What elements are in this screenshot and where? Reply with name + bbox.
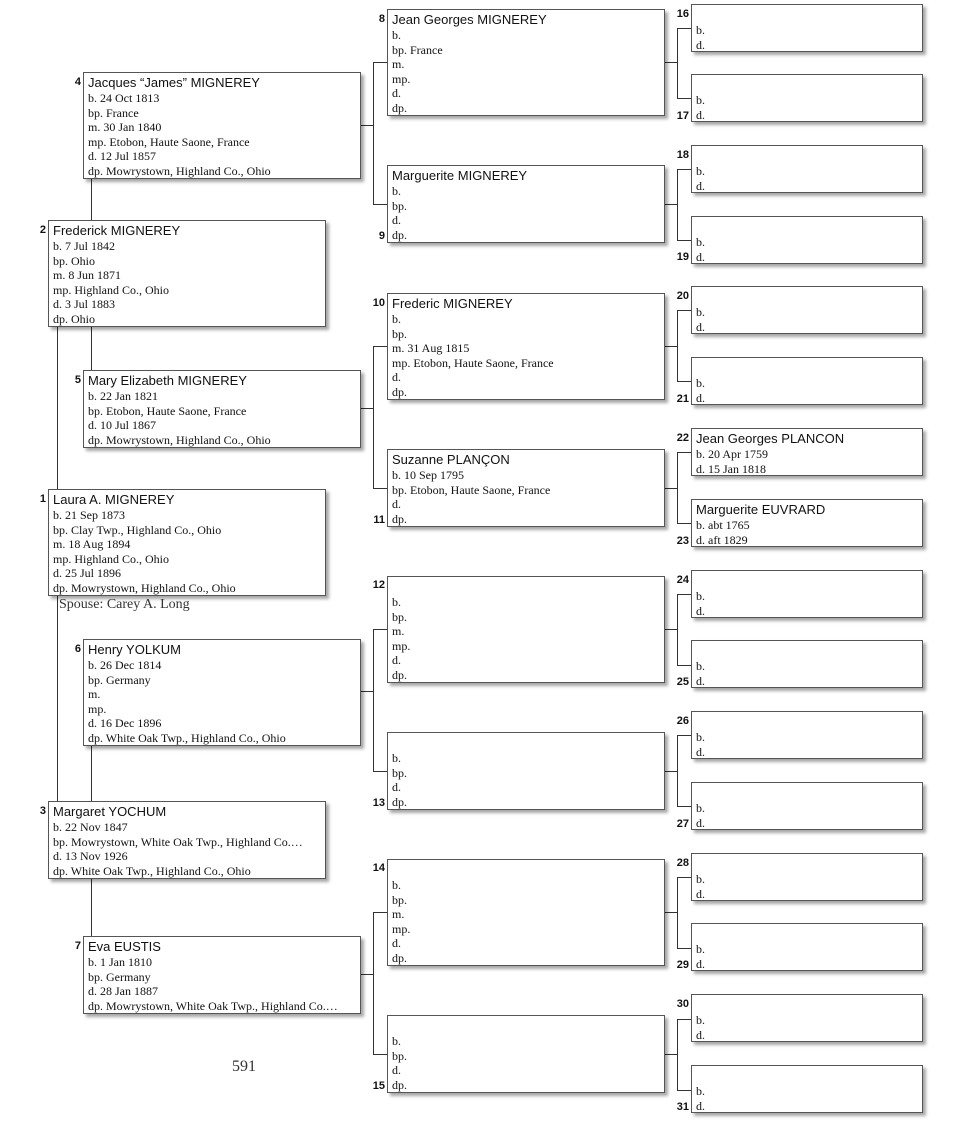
person-box-18[interactable] [691, 145, 923, 193]
death-date: d. aft 1829 [696, 532, 748, 547]
connector-line [677, 169, 691, 170]
person-number: 16 [676, 8, 689, 20]
person-number: 25 [676, 676, 689, 688]
connector-line [373, 629, 387, 630]
person-number: 8 [378, 13, 385, 25]
person-number: 11 [373, 514, 385, 526]
marriage-place: mp. [392, 71, 411, 86]
person-name [696, 856, 922, 872]
connector-line [664, 488, 677, 489]
connector-line [677, 169, 678, 240]
marriage-place: mp. Etobon, Haute Saone, France [88, 134, 250, 149]
page-number: 591 [232, 1058, 256, 1075]
person-number: 24 [676, 574, 689, 586]
person-name: Laura A. MIGNEREY [53, 492, 175, 507]
person-box-7[interactable] [83, 936, 361, 1014]
death-date: d. 15 Jan 1818 [696, 461, 766, 476]
death-place: dp. Mowrystown, White Oak Twp., Highland Co.… [88, 998, 338, 1013]
marriage-date: m. 8 Jun 1871 [53, 268, 122, 283]
person-number: 9 [378, 230, 385, 242]
marriage-date: m. [392, 624, 405, 639]
person-number: 12 [372, 579, 385, 591]
death-date: d. [696, 603, 705, 618]
death-date: d. [696, 1027, 705, 1042]
person-box-5[interactable] [83, 370, 361, 448]
person-number: 26 [676, 715, 689, 727]
death-place: dp. Ohio [53, 311, 95, 326]
death-date: d. 25 Jul 1896 [53, 566, 122, 581]
person-number: 31 [676, 1101, 689, 1113]
birth-place: bp. Ohio [53, 253, 95, 268]
birth-date: b. [696, 872, 705, 886]
death-date: d. 3 Jul 1883 [53, 297, 116, 312]
person-name: Eva EUSTIS [88, 939, 161, 954]
connector-line [664, 771, 677, 772]
marriage-date: m. 18 Aug 1894 [53, 537, 131, 552]
person-number: 14 [372, 862, 385, 874]
death-place: dp. [392, 950, 407, 965]
person-name [696, 997, 922, 1013]
person-name: Marguerite MIGNEREY [392, 168, 528, 183]
marriage-place: mp. Etobon, Haute Saone, France [392, 355, 554, 370]
person-box-1[interactable] [48, 489, 326, 596]
marriage-place: mp. Highland Co., Ohio [53, 282, 169, 297]
person-number: 23 [676, 535, 689, 547]
person-box-20[interactable] [691, 286, 923, 334]
birth-date: b. [392, 184, 401, 198]
birth-date: b. [696, 164, 705, 178]
birth-place: bp. Mowrystown, White Oak Twp., Highland Co.… [53, 834, 303, 849]
connector-line [677, 28, 691, 29]
person-box-14[interactable] [387, 859, 665, 966]
person-number: 21 [676, 393, 689, 405]
birth-place: bp. France [88, 105, 139, 120]
person-name [392, 1018, 664, 1034]
birth-place: bp. [392, 198, 407, 213]
death-date: d. 28 Jan 1887 [88, 984, 158, 999]
birth-date: b. [696, 1084, 705, 1098]
connector-line [664, 204, 677, 205]
death-date: d. [392, 370, 401, 385]
spouse-label: Spouse: Carey A. Long [59, 597, 190, 612]
connector-line [677, 877, 691, 878]
birth-date: b. [392, 595, 401, 609]
birth-date: b. 22 Nov 1847 [53, 820, 128, 834]
connector-line [360, 125, 373, 126]
death-date: d. [696, 744, 705, 759]
person-box-9[interactable] [387, 165, 665, 243]
death-date: d. [696, 815, 705, 830]
person-number: 7 [74, 940, 81, 952]
birth-place: bp. Germany [88, 969, 151, 984]
person-box-10[interactable] [387, 293, 665, 400]
death-place: dp. Mowrystown, Highland Co., Ohio [88, 163, 271, 178]
person-number: 22 [676, 432, 689, 444]
birth-date: b. [696, 659, 705, 673]
connector-line [677, 665, 691, 666]
connector-line [677, 310, 678, 381]
marriage-place: mp. [392, 921, 411, 936]
marriage-place: mp. Highland Co., Ohio [53, 551, 169, 566]
death-date: d. [696, 886, 705, 901]
birth-date: b. [696, 235, 705, 249]
birth-place: bp. Clay Twp., Highland Co., Ohio [53, 522, 222, 537]
person-box-28[interactable] [691, 853, 923, 901]
birth-date: b. [696, 23, 705, 37]
birth-date: b. [696, 801, 705, 815]
person-box-19[interactable] [691, 216, 923, 264]
person-number: 30 [676, 998, 689, 1010]
connector-line [677, 948, 691, 949]
death-date: d. [696, 319, 705, 334]
death-date: d. [392, 936, 401, 951]
death-place: dp. Mowrystown, Highland Co., Ohio [88, 432, 271, 447]
person-name: Jean Georges MIGNEREY [392, 12, 547, 27]
connector-line [91, 327, 92, 371]
birth-date: b. 20 Apr 1759 [696, 447, 768, 461]
connector-line [373, 912, 374, 1054]
connector-line [360, 974, 373, 975]
person-number: 20 [676, 290, 689, 302]
death-place: dp. White Oak Twp., Highland Co., Ohio [88, 730, 286, 745]
person-number: 27 [676, 818, 689, 830]
person-number: 2 [39, 224, 46, 236]
person-box-17[interactable] [691, 74, 923, 122]
birth-date: b. [392, 751, 401, 765]
person-number: 1 [39, 493, 46, 505]
person-number: 10 [372, 297, 385, 309]
birth-date: b. 10 Sep 1795 [392, 468, 464, 482]
connector-line [677, 735, 691, 736]
person-box-29[interactable] [691, 923, 923, 971]
birth-date: b. abt 1765 [696, 518, 750, 532]
death-date: d. 16 Dec 1896 [88, 716, 162, 731]
connector-line [91, 178, 92, 221]
birth-place: bp. [392, 1048, 407, 1063]
death-place: dp. [392, 511, 407, 526]
connector-line [677, 1019, 678, 1090]
person-box-8[interactable] [387, 9, 665, 116]
birth-date: b. 24 Oct 1813 [88, 91, 160, 105]
connector-line [664, 912, 677, 913]
birth-date: b. [392, 878, 401, 892]
death-date: d. [696, 1098, 705, 1113]
death-date: d. [696, 956, 705, 971]
connector-line [677, 523, 691, 524]
person-name: Mary Elizabeth MIGNEREY [88, 373, 247, 388]
person-name: Margaret YOCHUM [53, 804, 167, 819]
death-place: dp. [392, 794, 407, 809]
person-number: 13 [372, 797, 385, 809]
birth-place: bp. Etobon, Haute Saone, France [88, 403, 247, 418]
death-date: d. [696, 390, 705, 405]
birth-place: bp. Etobon, Haute Saone, France [392, 482, 551, 497]
death-date: d. [392, 1063, 401, 1078]
person-name [392, 862, 664, 878]
connector-line [91, 879, 92, 937]
connector-line [360, 691, 373, 692]
connector-line [677, 98, 691, 99]
birth-date: b. [696, 1013, 705, 1027]
person-number: 15 [372, 1080, 385, 1092]
death-date: d. 13 Nov 1926 [53, 849, 128, 864]
person-box-3[interactable] [48, 801, 326, 879]
person-box-16[interactable] [691, 4, 923, 52]
birth-date: b. 22 Jan 1821 [88, 389, 158, 403]
person-number: 29 [676, 959, 689, 971]
person-name [696, 148, 922, 164]
person-box-15[interactable] [387, 1015, 665, 1093]
marriage-date: m. [392, 57, 405, 72]
connector-line [373, 62, 374, 204]
connector-line [373, 346, 387, 347]
connector-line [677, 877, 678, 948]
birth-date: b. [696, 305, 705, 319]
birth-place: bp. France [392, 42, 443, 57]
person-name [696, 573, 922, 589]
birth-place: bp. [392, 765, 407, 780]
connector-line [373, 488, 387, 489]
person-name [696, 289, 922, 305]
birth-date: b. 26 Dec 1814 [88, 658, 162, 672]
person-name: Marguerite EUVRARD [696, 502, 826, 517]
birth-date: b. [696, 942, 705, 956]
person-box-13[interactable] [387, 732, 665, 810]
person-box-21[interactable] [691, 357, 923, 405]
person-box-4[interactable] [83, 72, 361, 179]
death-place: dp. White Oak Twp., Highland Co., Ohio [53, 863, 251, 878]
person-name [696, 714, 922, 730]
birth-date: b. [696, 376, 705, 390]
person-name [696, 219, 922, 235]
connector-line [677, 1090, 691, 1091]
birth-date: b. 7 Jul 1842 [53, 239, 116, 253]
death-place: dp. Mowrystown, Highland Co., Ohio [53, 580, 236, 595]
death-date: d. [696, 37, 705, 52]
person-box-22[interactable] [691, 428, 923, 476]
person-number: 19 [676, 251, 689, 263]
person-number: 28 [676, 857, 689, 869]
connector-line [373, 912, 387, 913]
death-date: d. [392, 780, 401, 795]
birth-date: b. 21 Sep 1873 [53, 508, 125, 522]
birth-date: b. [696, 730, 705, 744]
marriage-date: m. [88, 687, 101, 702]
death-place: dp. [392, 384, 407, 399]
person-number: 3 [39, 805, 46, 817]
connector-line [360, 408, 373, 409]
connector-line [677, 310, 691, 311]
person-box-27[interactable] [691, 782, 923, 830]
connector-line [664, 62, 677, 63]
person-box-6[interactable] [83, 639, 361, 746]
person-name: Frederic MIGNEREY [392, 296, 513, 311]
person-box-31[interactable] [691, 1065, 923, 1113]
person-name: Suzanne PLANÇON [392, 452, 510, 467]
death-date: d. [696, 107, 705, 122]
person-number: 17 [676, 110, 689, 122]
person-name [696, 77, 922, 93]
death-place: dp. [392, 100, 407, 115]
death-place: dp. [392, 227, 407, 242]
birth-date: b. [392, 1034, 401, 1048]
death-place: dp. [392, 1077, 407, 1092]
person-number: 4 [74, 76, 81, 88]
birth-date: b. [392, 28, 401, 42]
connector-line [664, 629, 677, 630]
connector-line [373, 346, 374, 488]
person-name [696, 926, 922, 942]
connector-line [677, 735, 678, 806]
birth-place: bp. Germany [88, 672, 151, 687]
person-name: Jacques “James” MIGNEREY [88, 75, 260, 90]
person-name: Henry YOLKUM [88, 642, 181, 657]
marriage-place: mp. [392, 638, 411, 653]
connector-line [91, 745, 92, 802]
person-name: Jean Georges PLANCON [696, 431, 845, 446]
connector-line [664, 1054, 677, 1055]
person-box-23[interactable] [691, 499, 923, 547]
person-number: 6 [74, 643, 81, 655]
birth-date: b. [696, 589, 705, 603]
marriage-date: m. 31 Aug 1815 [392, 341, 470, 356]
death-date: d. 12 Jul 1857 [88, 149, 157, 164]
person-name: Frederick MIGNEREY [53, 223, 181, 238]
person-name [696, 360, 922, 376]
marriage-place: mp. [88, 701, 107, 716]
connector-line [677, 806, 691, 807]
connector-line [677, 594, 678, 665]
person-box-11[interactable] [387, 449, 665, 527]
person-box-26[interactable] [691, 711, 923, 759]
birth-place: bp. [392, 326, 407, 341]
connector-line [677, 381, 691, 382]
person-name [696, 7, 922, 23]
birth-date: b. [696, 93, 705, 107]
birth-date: b. [392, 312, 401, 326]
person-box-12[interactable] [387, 576, 665, 683]
marriage-date: m. 30 Jan 1840 [88, 120, 162, 135]
death-date: d. [392, 213, 401, 228]
person-name [696, 643, 922, 659]
person-number: 5 [74, 374, 81, 386]
birth-place: bp. [392, 609, 407, 624]
connector-line [677, 240, 691, 241]
marriage-date: m. [392, 907, 405, 922]
person-name [392, 579, 664, 595]
death-date: d. [392, 86, 401, 101]
death-date: d. [696, 249, 705, 264]
connector-line [677, 452, 691, 453]
connector-line [373, 771, 387, 772]
person-name [696, 1068, 922, 1084]
person-box-30[interactable] [691, 994, 923, 1042]
connector-line [677, 1019, 691, 1020]
connector-line [373, 62, 387, 63]
person-box-2[interactable] [48, 220, 326, 327]
connector-line [677, 452, 678, 523]
death-date: d. [696, 178, 705, 193]
person-name [696, 785, 922, 801]
person-box-25[interactable] [691, 640, 923, 688]
person-number: 18 [676, 149, 689, 161]
death-date: d. [392, 497, 401, 512]
connector-line [373, 204, 387, 205]
connector-line [373, 629, 374, 771]
death-date: d. 10 Jul 1867 [88, 418, 157, 433]
connector-line [677, 594, 691, 595]
connector-line [664, 346, 677, 347]
death-date: d. [696, 673, 705, 688]
connector-line [373, 1054, 387, 1055]
birth-place: bp. [392, 892, 407, 907]
birth-date: b. 1 Jan 1810 [88, 955, 152, 969]
death-date: d. [392, 653, 401, 668]
person-box-24[interactable] [691, 570, 923, 618]
connector-line [677, 28, 678, 98]
person-name [392, 735, 664, 751]
death-place: dp. [392, 667, 407, 682]
